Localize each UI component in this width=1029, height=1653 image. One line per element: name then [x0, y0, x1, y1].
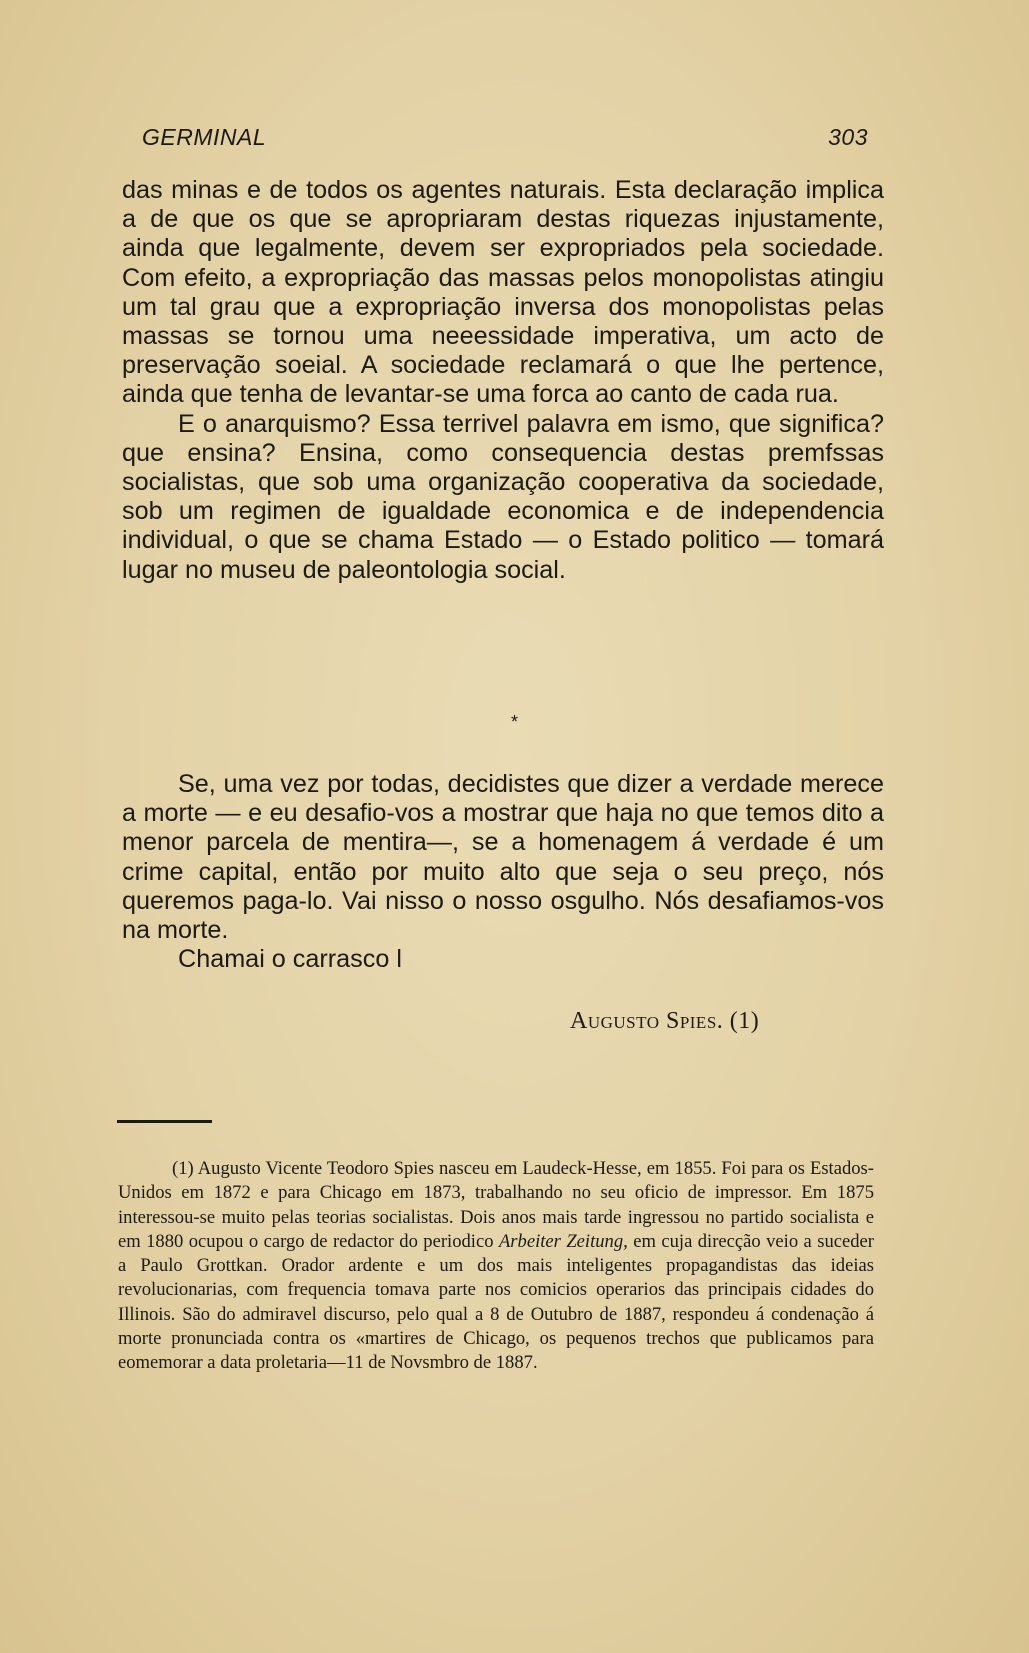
newspaper-title: Arbeiter Zeitung, — [498, 1230, 628, 1252]
main-text — [122, 176, 884, 585]
paragraph: das minas e de todos os agentes naturais. Esta declaração implica a de que os que se apropriaram destas riquezas injustamente, ainda que legalmente, devem ser expropriados pela sociedade. Com efeito, a expropriação das massas pelos monopolistas atingiu um tal grau que a expropriação inversa dos monopolistas pelas massas se tornou uma neeessidade imperativa, um acto de preservação soeial. A sociedade reclamará o que lhe pertence, ainda que tenha de levantar-se uma forca ao canto de cada rua. — [122, 176, 884, 409]
running-header — [142, 124, 868, 158]
closing-text — [122, 770, 884, 974]
running-title: GERMINAL — [142, 124, 267, 150]
page-number: 303 — [828, 124, 868, 150]
paragraph: Se, uma vez por todas, decidistes que dizer a verdade merece a morte — e eu desafio-vos a mostrar que haja no que temos dito a menor parcela de mentira—, se a homenagem á verdade é um crime capital, então por muito alto que seja o seu preço, nós queremos paga-lo. Vai nisso o nosso osgulho. Nós desafiamos-vos na morte. — [122, 770, 884, 945]
paragraph: E o anarquismo? Essa terrivel palavra em ismo, que significa? que ensina? Ensina, como consequencia destas premfssas socialistas, que sob uma organização cooperativa da sociedade, sob um regimen de igualdade economica e de independencia individual, o que se chama Estado — o Estado politico — tomará lugar no museu de paleontologia social. — [122, 409, 884, 584]
footnote-text: (1) Augusto Vicente Teodoro Spies nasceu em Laudeck-Hesse, em 1855. Foi para os Estados-Unidos em 1872 e para Chicago em 1873, trabalhando no seu oficio de impressor. Em 1875 interessou-se muito pelas teorias socialistas. Dois anos mais tarde ingressou no partido socialista e em 1880 ocupou o cargo de redactor do periodico — [118, 1158, 874, 1252]
paragraph: Chamai o carrasco l — [178, 945, 402, 974]
footnote — [118, 1157, 874, 1376]
section-separator: * — [510, 712, 518, 732]
footnote-text: em cuja direcção veio a suceder a Paulo Grottkan. Orador ardente e um dos mais inteligentes propagandistas das ideias revolucionarias, com frequencia tomava parte nos comicios operarios das principais cidades do Illinois. São do admiravel discurso, pelo qual a 8 de Outubro de 1887, respondeu á condenação á morte pronunciada contra os «martires de Chicago, os pequenos trechos que publicamos para eomemorar a data proletaria—11 de Novsmbro de 1887. — [118, 1230, 875, 1374]
author-signature: Augusto Spies. (1) — [570, 1008, 760, 1034]
footnote-rule — [117, 1120, 212, 1123]
footnote-paragraph — [118, 1157, 874, 1376]
